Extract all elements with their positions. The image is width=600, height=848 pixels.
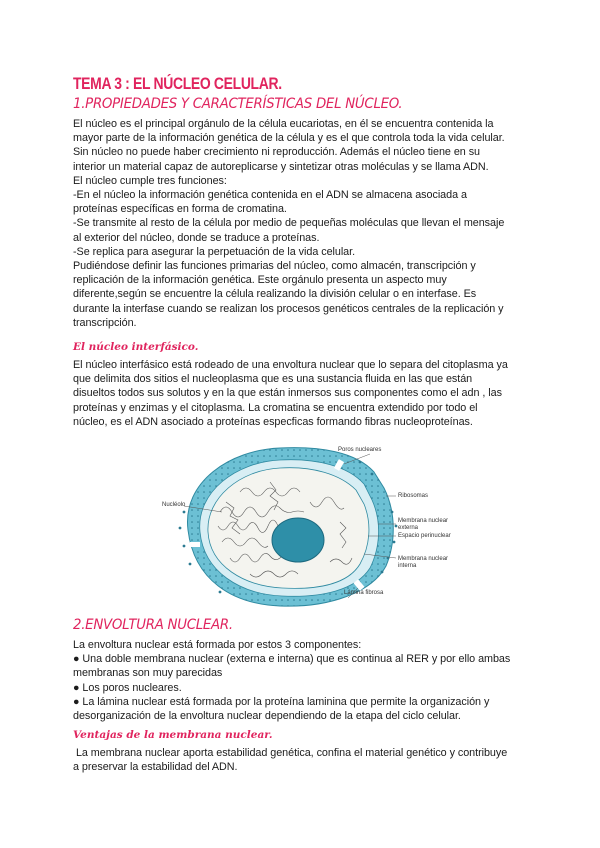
section-heading-properties: 1.PROPIEDADES Y CARACTERÍSTICAS DEL NÚCLEO. [73,96,403,112]
section-heading-nuclear-envelope: 2.ENVOLTURA NUCLEAR. [73,617,233,633]
text-line: El núcleo interfásico está rodeado de una envoltura nuclear que lo separa del citoplasma ya [73,359,508,371]
label-nucleolus: Nucléolo [162,502,186,508]
label-ribosomes: Ribosomas [398,493,429,499]
subsection-interphase-body [73,358,528,429]
text-line: durante la interfase cuando se realizan los procesos genéticos centrales de la replicación y [73,302,504,315]
text-line: El núcleo cumple tres funciones: [73,174,227,187]
text-line: núcleo, es el ADN asociado a proteínas especficas formando fibras nucleoproteínas. [73,415,473,428]
text-line: ● La lámina nuclear está formada por la proteína laminina que permite la organización y [73,695,490,708]
page-title: TEMA 3 : EL NÚCLEO CELULAR. [73,74,282,93]
text-line: transcripción. [73,316,137,329]
text-line: replicación de la información genética. Este orgánulo presenta un aspecto muy [73,274,447,287]
text-line: diferente,según se encuentre la célula realizando la división celular o en interfase. Es [73,288,477,301]
text-line: a preservar la estabilidad del ADN. [73,761,238,774]
text-line: disueltos todos sus solutos y en la que están inmersos sus componentes como el adn , las [73,387,502,400]
section-properties-body [73,117,528,330]
nucleolus [272,518,324,562]
text-line: proteínas específicas en forma de cromatina. [73,203,287,216]
text-line: mayor parte de la información genética de la célula y es el que controla toda la vida celular. [73,132,505,145]
section-envelope-body [73,638,528,723]
label-outer-membrane [398,518,448,532]
text-line: ● Los poros nucleares. [73,681,182,694]
nucleus-diagram [160,442,460,610]
text-line: ● Una doble membrana nuclear (externa e interna) que es continua al RER y por ello ambas [73,653,511,666]
text-line: interior un material capaz de autoreplicarse y sintetizar otras moléculas y se llama ADN. [73,160,489,173]
subsection-heading-advantages: Ventajas de la membrana nuclear. [73,729,273,741]
text-line: La membrana nuclear aporta estabilidad genética, confina el material genético y contribuye [73,747,508,759]
text-line: proteínas y enzimas y el citoplasma. La cromatina se encuentra extendido por todo el [73,401,478,414]
text-line: al exterior del núcleo, donde se traduce a proteínas. [73,231,320,244]
text-line: membranas son muy parecidas [73,667,223,680]
text-line: que delimita dos sitios el nucleoplasma que es una sustancia fluida en las que están [73,373,473,386]
label-line: externa [398,525,419,531]
text-line: Sin núcleo no puede haber crecimiento ni reproducción. Además el núcleo tiene en su [73,146,480,159]
label-line: Membrana nuclear [398,518,449,524]
text-line: -Se replica para asegurar la perpetuación de la vida celular. [73,245,356,258]
subsection-advantages-body [73,746,528,774]
label-fibrous-lamina: Lámina fibrosa [344,590,384,596]
text-line: El núcleo es el principal orgánulo de la célula eucariotas, en él se encuentra contenida la [73,118,494,130]
text-line: La envoltura nuclear está formada por estos 3 componentes: [73,639,362,651]
text-line: Pudiéndose definir las funciones primarias del núcleo, como almacén, transcripción y [73,260,476,273]
label-perinuclear-space: Espacio perinuclear [398,533,451,539]
label-inner-membrane [398,556,448,570]
label-line: interna [398,563,417,569]
subsection-heading-interphase: El núcleo interfásico. [73,341,199,353]
text-line: desorganización de la envoltura nuclear dependiendo de la etapa del ciclo celular. [73,710,461,723]
label-line: Membrana nuclear [398,556,449,562]
text-line: -En el núcleo la información genética contenida en el ADN se almacena asociada a [73,189,467,202]
label-nuclear-pores: Poros nucleares [338,447,382,453]
text-line: -Se transmite al resto de la célula por medio de pequeñas moléculas que llevan el mensaje [73,217,505,230]
